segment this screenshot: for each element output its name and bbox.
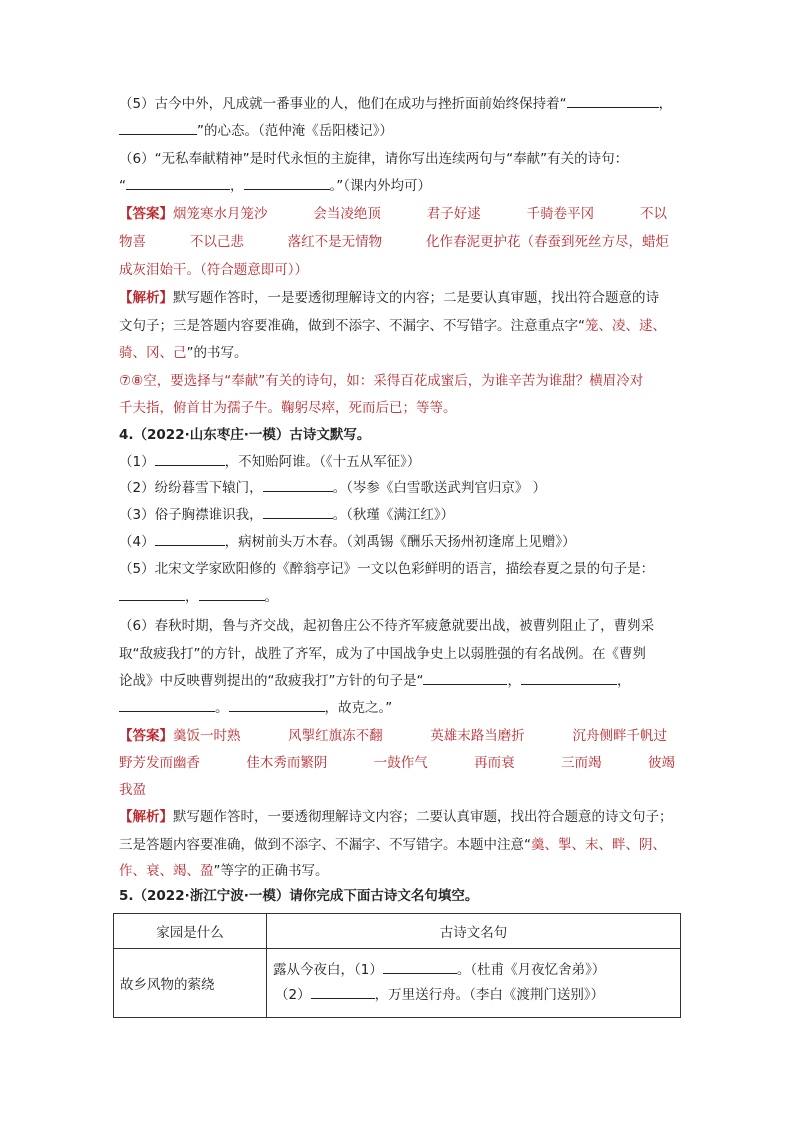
q4-analysis-line2: 三是答题内容要准确，做到不添字、不漏字、不写错字。本题中注意“羹、掣、末、畔、阴、 [119,837,666,853]
q5-line1: 露从今夜白，（1） 。（杜甫《月夜忆舍弟》） [273,962,606,978]
q4-item6-line3: 论战》中反映曹刿提出的“敌疲我打”方针的句子是“ ， ， [119,673,631,689]
answer-blank[interactable] [244,177,330,190]
answer-blank[interactable] [311,986,375,999]
q-prev-answer-row3: 成灰泪始干。（符合题意即可）） [119,262,308,278]
q-prev-item5-line2: ”的心态。（范仲淹《岳阳楼记》） [119,122,679,140]
table-header-row [114,914,681,949]
answer-blank[interactable] [199,588,265,601]
q-prev-analysis-line2: 文句子；三是答题内容要准确，做到不添字、不漏字、不写错字。注意重点字“笼、凌、逑、 [119,318,666,334]
q-prev-answer-row1: 【答案】烟笼寒水月笼沙 会当凌绝顶 君子好逑 千骑卷平冈 不以 [119,206,667,222]
answer-blank[interactable] [155,453,225,466]
q-prev-item5-line1: （5）古今中外，凡成就一番事业的人，他们在成功与挫折面前始终保持着“ ， [119,96,673,112]
table-row [114,949,681,1018]
q4-item6-line4: 。 ，故克之。” [119,699,679,717]
q4-answer-row2: 野芳发而幽香 佳木秀而繁阴 一鼓作气 再而衰 三而竭 彼竭 [119,755,675,771]
q5-title: 5.（2022·浙江宁波·一模）请你完成下面古诗文名句填空。 [119,888,479,904]
q5-line2: （2） ，万里送行舟。（李白《渡荆门送别》） [275,987,605,1003]
q4-item6-line1: （6）春秋时期，鲁与齐交战，起初鲁庄公不待齐军疲惫就要出战，被曹刿阻止了，曹刿采 [119,618,655,634]
q5-table [113,913,681,1018]
q-prev-analysis-line3: 骑、冈、己”的书写。 [119,345,248,361]
q4-item1: （1） ，不知贻阿谁。（《十五从军征》） [119,454,421,470]
answer-blank[interactable] [119,588,185,601]
answer-blank[interactable] [263,479,333,492]
q4-answer-row3: 我盈 [119,782,146,798]
answer-blank[interactable] [155,533,225,546]
q-prev-answer-row2: 物喜 不以己悲 落红不是无情物 化作春泥更护花（春蚕到死丝方尽，蜡炬 [119,234,669,250]
answer-blank[interactable] [383,961,457,974]
header-cell-lines: 古诗文名句 [267,914,681,949]
q4-analysis-line3: 作、衰、竭、盈”等字的正确书写。 [119,863,329,879]
q-prev-analysis-line1: 【解析】默写题作答时，一是要透彻理解诗文的内容；二是要认真审题，找出符合题意的诗 [119,290,659,306]
answer-blank[interactable] [119,122,197,135]
q4-analysis-line1: 【解析】默写题作答时，一要透彻理解诗文内容；二要认真审题，找出符合题意的诗文句子； [119,809,673,825]
q4-title: 4.（2022·山东枣庄·一模）古诗文默写。 [119,427,371,443]
answer-blank[interactable] [567,95,659,108]
q-prev-item6-line2: “ ， 。”（课内外均可） [119,178,431,194]
q4-item5-line1: （5）北宋文学家欧阳修的《醉翁亭记》一文以色彩鲜明的语言，描绘春夏之景的句子是： [119,561,655,577]
q4-item6-line2: 取“敌疲我打”的方针，战胜了齐军，成为了中国战争史上以弱胜强的有名战例。在《曹刿 [119,646,646,662]
answer-blank[interactable] [126,177,230,190]
answer-blank[interactable] [521,672,617,685]
q4-item5-line2: ， 。 [119,588,679,606]
answer-blank[interactable] [423,672,507,685]
answer-blank[interactable] [229,699,325,712]
row-content-cell [267,949,681,1018]
q4-item3: （3）俗子胸襟谁识我， 。（秋瑾《满江红》） [119,507,455,523]
q-prev-note-line1: ⑦⑧空，要选择与“奉献”有关的诗句，如：采得百花成蜜后，为谁辛苦为谁甜？横眉冷对 [119,373,644,389]
q4-answer-row1: 【答案】羹饭一时熟 风掣红旗冻不翻 英雄末路当磨折 沉舟侧畔千帆过 [119,728,667,744]
q4-item2: （2）纷纷暮雪下辕门， 。（岑参《白雪歌送武判官归京》 ） [119,480,547,496]
header-cell-home: 家园是什么 [114,914,267,949]
row-label-cell: 故乡风物的萦绕 [114,949,267,1018]
q-prev-note-line2: 千夫指，俯首甘为孺子牛。鞠躬尽瘁，死而后已；等等。 [119,400,457,416]
answer-blank[interactable] [119,699,215,712]
q4-item4: （4） ，病树前头万木春。（刘禹锡《酬乐天扬州初逢席上见赠》） [119,534,576,550]
q-prev-item6-line1: （6）“无私奉献精神”是时代永恒的主旋律，请你写出连续两句与“奉献”有关的诗句： [119,151,629,167]
answer-blank[interactable] [263,506,333,519]
